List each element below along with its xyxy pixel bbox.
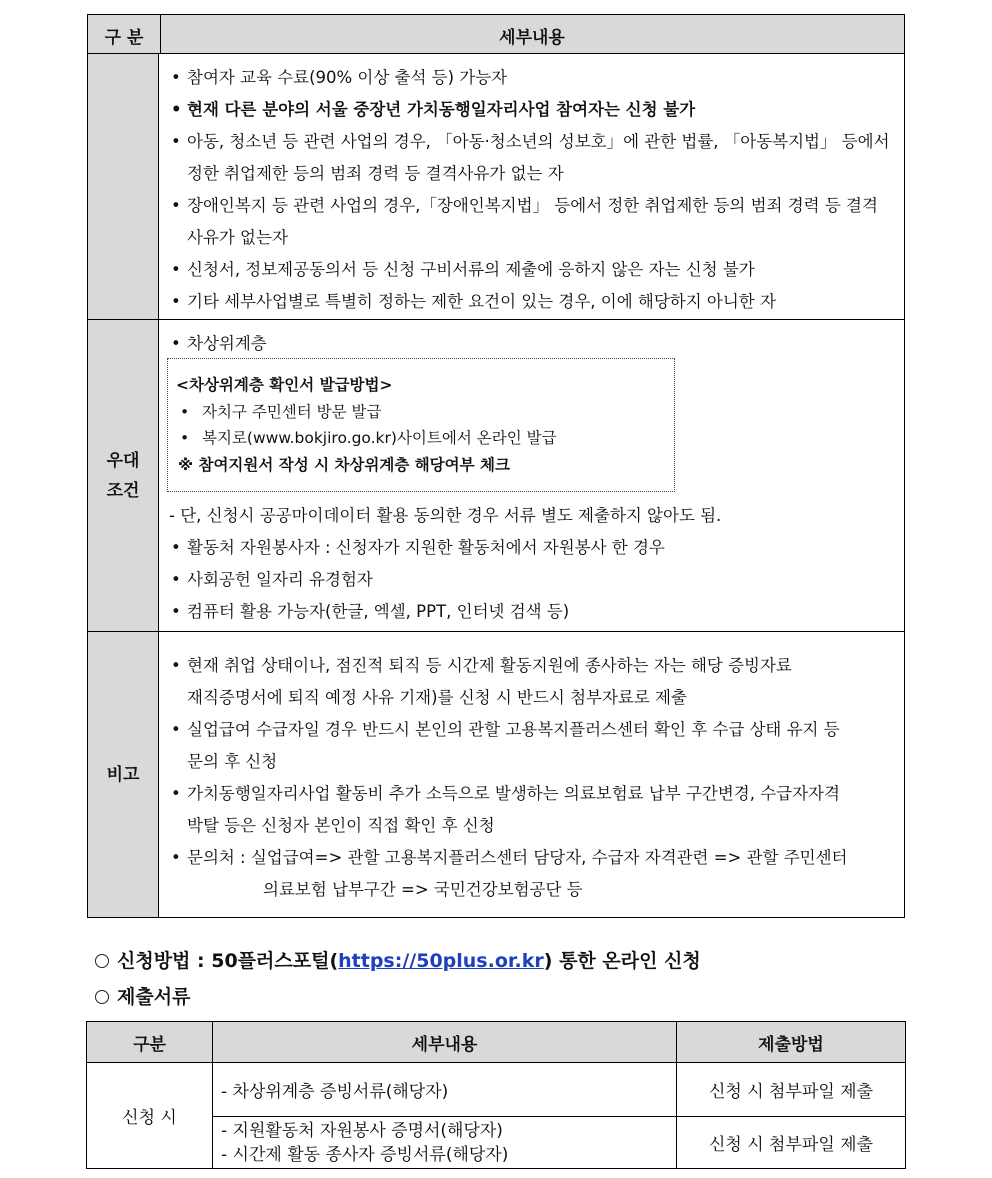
row2-content <box>158 319 905 632</box>
list-item: • 차상위계층 <box>171 334 267 353</box>
list-item-continued: 정한 취업제한 등의 범죄 경력 등 결격사유가 없는 자 <box>187 164 564 183</box>
list-item: • 문의처 : 실업급여=> 관할 고용복지플러스센터 담당자, 수급자 자격관련 => 관할 주민센터 <box>171 848 848 867</box>
info-box <box>167 358 675 492</box>
row2-label-line2: 조건 <box>106 480 140 501</box>
info-box-line: • 자치구 주민센터 방문 발급 <box>180 403 382 421</box>
list-item: • 참여자 교육 수료(90% 이상 출석 등) 가능자 <box>171 68 508 87</box>
row1-label-cell <box>87 53 159 320</box>
row-label: 신청 시 <box>86 1062 213 1169</box>
list-item-continued: 재직증명서에 퇴직 예정 사유 기재)를 신청 시 반드시 첨부자료로 제출 <box>187 688 687 707</box>
dash-note: - 단, 신청시 공공마이데이터 활용 동의한 경우 서류 별도 제출하지 않아도 됨. <box>169 506 722 525</box>
submission-documents-heading: 제출서류 <box>95 982 190 1009</box>
list-item-continued: 문의 후 신청 <box>187 752 278 771</box>
info-box-title: <차상위계층 확인서 발급방법> <box>176 376 393 394</box>
row3-label: 비고 <box>106 764 140 785</box>
detail-cell: - 차상위계층 증빙서류(해당자) <box>212 1062 677 1117</box>
info-box-line: • 복지로(www.bokjiro.go.kr)사이트에서 온라인 발급 <box>180 429 557 447</box>
method-cell: 신청 시 첨부파일 제출 <box>676 1116 906 1169</box>
list-item-continued: 박탈 등은 신청자 본인이 직접 확인 후 신청 <box>187 816 495 835</box>
list-item: • 컴퓨터 활용 가능자(한글, 엑셀, PPT, 인터넷 검색 등) <box>171 602 570 621</box>
documents-table <box>86 1021 906 1169</box>
list-item: • 사회공헌 일자리 유경험자 <box>171 570 373 589</box>
list-item: • 기타 세부사업별로 특별히 정하는 제한 요건이 있는 경우, 이에 해당하지 아니한 자 <box>171 292 776 311</box>
table-header <box>87 14 905 54</box>
row3-label-cell <box>87 631 159 918</box>
header-category: 구 분 <box>88 15 161 55</box>
row2-label-cell <box>87 319 159 632</box>
circle-bullet-icon <box>95 990 109 1004</box>
method-cell: 신청 시 첨부파일 제출 <box>676 1062 906 1117</box>
row3-content <box>158 631 905 918</box>
list-item: • 실업급여 수급자일 경우 반드시 본인의 관할 고용복지플러스센터 확인 후 수급 상태 유지 등 <box>171 720 840 739</box>
portal-link[interactable]: https://50plus.or.kr <box>338 950 544 972</box>
list-item: • 활동처 자원봉사자 : 신청자가 지원한 활동처에서 자원봉사 한 경우 <box>171 538 665 557</box>
list-item: • 현재 취업 상태이나, 점진적 퇴직 등 시간제 활동지원에 종사하는 자는 해당 증빙자료 <box>171 656 792 675</box>
header-method: 제출방법 <box>676 1021 906 1063</box>
circle-bullet-icon <box>95 954 109 968</box>
list-item-continued: 의료보험 납부구간 => 국민건강보험공단 등 <box>263 880 583 899</box>
list-item: • 현재 다른 분야의 서울 중장년 가치동행일자리사업 참여자는 신청 불가 <box>171 100 696 119</box>
row2-label-line1: 우대 <box>106 450 140 471</box>
application-method: 신청방법 : 50플러스포털(https://50plus.or.kr) 통한 온라인 신청 <box>95 946 701 973</box>
info-box-note: ※ 참여지원서 작성 시 차상위계층 해당여부 체크 <box>178 456 510 474</box>
header-details: 세부내용 <box>499 27 565 48</box>
header-category: 구분 <box>86 1021 213 1063</box>
detail-line: - 지원활동처 자원봉사 증명서(해당자) <box>221 1120 503 1141</box>
detail-cell <box>212 1116 677 1169</box>
row1-content <box>158 53 905 320</box>
eligibility-table <box>87 14 905 918</box>
list-item: • 가치동행일자리사업 활동비 추가 소득으로 발생하는 의료보험료 납부 구간변경, 수급자자격 <box>171 784 840 803</box>
list-item: • 아동, 청소년 등 관련 사업의 경우, 「아동·청소년의 성보호」에 관한 법률, 「아동복지법」 등에서 <box>171 132 890 151</box>
list-item: • 신청서, 정보제공동의서 등 신청 구비서류의 제출에 응하지 않은 자는 신청 불가 <box>171 260 755 279</box>
header-details: 세부내용 <box>212 1021 677 1063</box>
list-item-continued: 사유가 없는자 <box>187 228 288 247</box>
list-item: • 장애인복지 등 관련 사업의 경우,「장애인복지법」 등에서 정한 취업제한 등의 범죄 경력 등 결격 <box>171 196 878 215</box>
detail-line: - 시간제 활동 종사자 증빙서류(해당자) <box>221 1144 509 1165</box>
